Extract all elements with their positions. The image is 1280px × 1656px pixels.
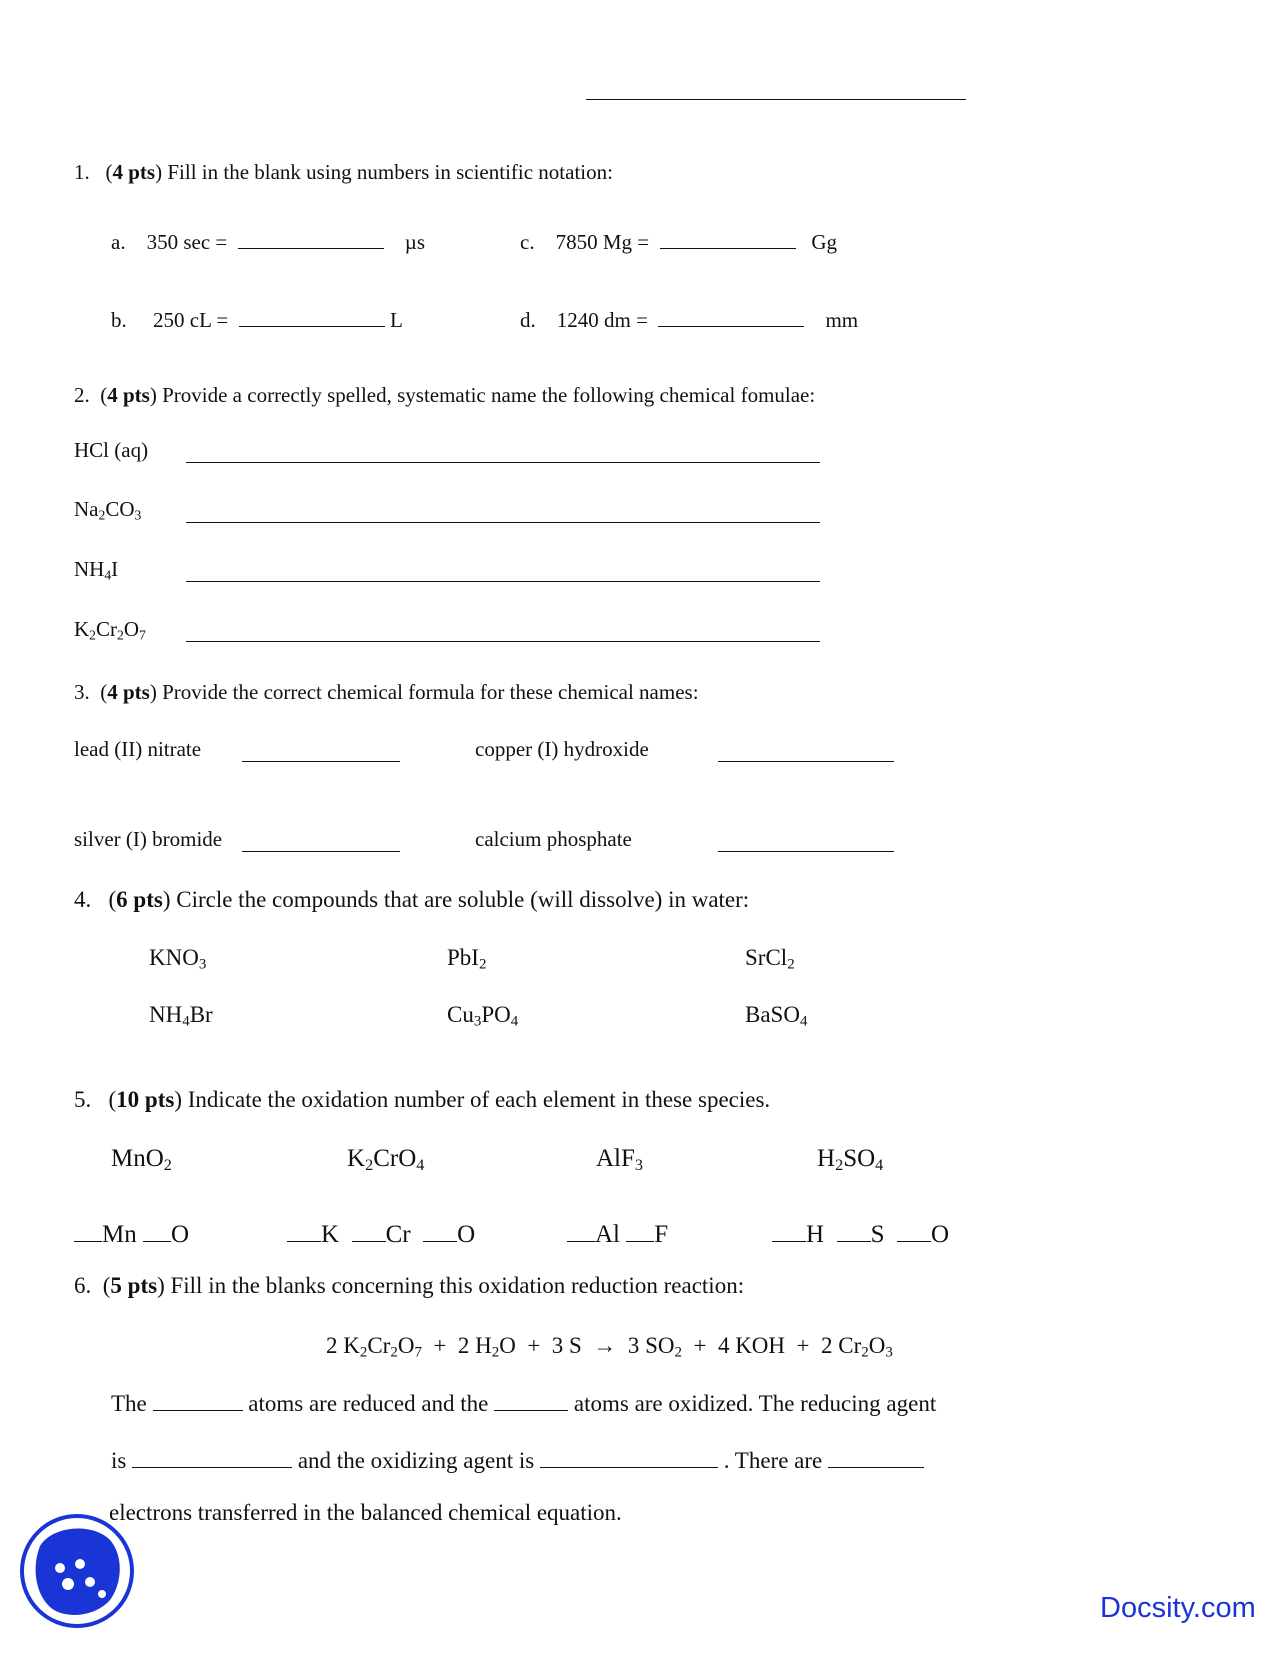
q4-compound-cu3po4[interactable]: $Cu_3PO_4$ bbox=[447, 1002, 519, 1030]
docsity-logo-icon bbox=[18, 1512, 136, 1630]
q4-compound-pbi2[interactable]: PbI$_2$ bbox=[447, 945, 487, 973]
q2-formula-na2co3: $Na_2CO_3$ bbox=[74, 497, 142, 523]
q5-blanks-h2so4: H S O bbox=[772, 1216, 949, 1249]
q2-answer-line-4[interactable] bbox=[186, 641, 820, 642]
q1-item-b: b. 250 cL = L bbox=[111, 305, 403, 333]
q3-name-calcium-phosphate: calcium phosphate bbox=[475, 827, 632, 851]
q4-compound-kno3[interactable]: $KNO_3$ bbox=[149, 945, 207, 973]
question-3-header: 3. (4 pts) Provide the correct chemical formula for these chemical names: bbox=[74, 680, 699, 704]
q6-sentence-line-2: is and the oxidizing agent is . There are bbox=[111, 1444, 924, 1474]
q2-formula-hcl: HCl (aq) bbox=[74, 438, 149, 462]
q5-blank-k[interactable] bbox=[287, 1216, 321, 1242]
q5-species-k2cro4: $K_2CrO_4$ bbox=[347, 1145, 425, 1175]
q3-name-lead-nitrate: lead (II) nitrate bbox=[74, 737, 202, 761]
question-5-header: 5. (10 pts) Indicate the oxidation number of each element in these species. bbox=[74, 1087, 771, 1112]
q6-reaction-equation: 2 $K_2Cr_2O_7 + 2$ $H_2O + 3$ S → 3 $SO_2 + 4$ KOH + 2 $Cr_2O_3$ bbox=[326, 1333, 893, 1361]
q6-blank-electrons[interactable] bbox=[828, 1444, 924, 1468]
q3-answer-line-1[interactable] bbox=[242, 761, 400, 762]
q3-answer-line-3[interactable] bbox=[242, 851, 400, 852]
q4-compound-nh4br[interactable]: $NH_4Br$ bbox=[149, 1002, 213, 1030]
question-6-header: 6. (5 pts) Fill in the blanks concerning this oxidation reduction reaction: bbox=[74, 1273, 745, 1298]
q1-item-a: a. 350 sec = µs bbox=[111, 227, 425, 255]
q5-blank-h[interactable] bbox=[772, 1216, 806, 1242]
q5-blanks-mno2: Mn O bbox=[74, 1216, 189, 1249]
q5-species-h2so4: $H_2SO_4$ bbox=[817, 1145, 884, 1175]
q5-blank-al[interactable] bbox=[567, 1216, 595, 1242]
q1-b-blank[interactable] bbox=[239, 305, 385, 327]
q3-answer-line-4[interactable] bbox=[718, 851, 894, 852]
q2-formula-nh4i: $NH_4I$ bbox=[74, 557, 119, 583]
q5-species-alf3: AlF$_3$ bbox=[596, 1145, 644, 1175]
q5-blank-mn[interactable] bbox=[74, 1216, 102, 1242]
q1-c-blank[interactable] bbox=[660, 227, 796, 249]
q6-blank-reduced-atoms[interactable] bbox=[153, 1387, 243, 1411]
q5-blank-o3[interactable] bbox=[897, 1216, 931, 1242]
q4-compound-baso4[interactable]: BaSO$_4$ bbox=[745, 1002, 808, 1030]
q2-answer-line-2[interactable] bbox=[186, 522, 820, 523]
q2-answer-line-1[interactable] bbox=[186, 462, 820, 463]
q2-answer-line-3[interactable] bbox=[186, 581, 820, 582]
q5-blank-o1[interactable] bbox=[143, 1216, 171, 1242]
q2-formula-k2cr2o7: $K_2Cr_2O_7$ bbox=[74, 617, 146, 643]
q1-d-blank[interactable] bbox=[658, 305, 804, 327]
q4-compound-srcl2[interactable]: SrCl$_2$ bbox=[745, 945, 795, 973]
docsity-brand-link[interactable]: Docsity.com bbox=[1100, 1592, 1256, 1624]
q5-blank-cr[interactable] bbox=[352, 1216, 386, 1242]
q6-blank-reducing-agent[interactable] bbox=[132, 1444, 292, 1468]
q1-item-c: c. 7850 Mg = Gg bbox=[520, 227, 837, 255]
q3-name-copper-hydroxide: copper (I) hydroxide bbox=[475, 737, 649, 761]
q1-item-d: d. 1240 dm = mm bbox=[520, 305, 858, 333]
q5-species-mno2: MnO$_2$ bbox=[111, 1145, 172, 1175]
q5-blanks-alf3: Al F bbox=[567, 1216, 668, 1249]
q3-answer-line-2[interactable] bbox=[718, 761, 894, 762]
q6-blank-oxidizing-agent[interactable] bbox=[540, 1444, 718, 1468]
question-2-header: 2. (4 pts) Provide a correctly spelled, systematic name the following chemical fomulae: bbox=[74, 383, 816, 407]
q6-sentence-line-1: The atoms are reduced and the atoms are oxidized. The reducing agent bbox=[111, 1387, 936, 1417]
q5-blank-o2[interactable] bbox=[423, 1216, 457, 1242]
q3-name-silver-bromide: silver (I) bromide bbox=[74, 827, 223, 851]
name-blank-line[interactable] bbox=[586, 99, 966, 100]
question-4-header: 4. (6 pts) Circle the compounds that are soluble (will dissolve) in water: bbox=[74, 887, 750, 912]
q5-blank-f[interactable] bbox=[626, 1216, 654, 1242]
question-1-header: 1. (4 pts) Fill in the blank using numbers in scientific notation: bbox=[74, 160, 613, 184]
q5-blank-s[interactable] bbox=[837, 1216, 871, 1242]
q6-sentence-line-3: electrons transferred in the balanced chemical equation. bbox=[109, 1500, 622, 1525]
q5-blanks-k2cro4: K Cr O bbox=[287, 1216, 475, 1249]
q6-blank-oxidized-atoms[interactable] bbox=[494, 1387, 568, 1411]
q1-a-blank[interactable] bbox=[238, 227, 384, 249]
